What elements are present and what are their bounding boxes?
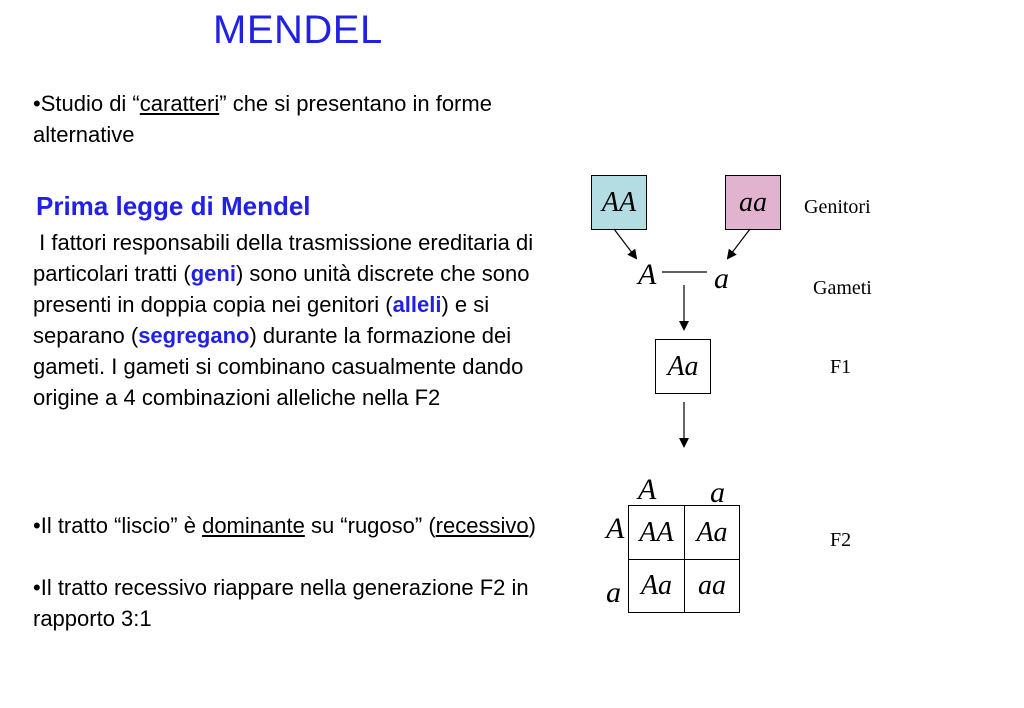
intro-bullet-mark: • <box>33 91 41 116</box>
b1-mid: su “rugoso” ( <box>304 513 436 538</box>
parent-aa-dominant-box: AA <box>591 175 647 230</box>
b1-pre: •Il tratto “liscio” è <box>33 513 203 538</box>
label-f2: F2 <box>830 529 852 551</box>
label-gameti: Gameti <box>813 277 872 299</box>
punnett-cell: AA <box>639 516 674 548</box>
punnett-col-header-dominant: A <box>638 473 657 506</box>
gamete-recessive: a <box>714 262 729 295</box>
label-f1: F1 <box>830 356 852 378</box>
term-recessivo: recessivo <box>435 513 529 538</box>
parent-aa-recessive-box: aa <box>725 175 781 230</box>
punnett-square <box>628 505 740 613</box>
law-text-4: ) durante la formazione dei gameti. I gameti si combinano casualmente dando origine a 4 combinazioni alleliche nella F2 <box>33 323 524 410</box>
punnett-col-header-recessive: a <box>710 476 725 509</box>
page-title: MENDEL <box>213 8 383 52</box>
term-caratteri: caratteri <box>139 91 220 116</box>
punnett-cell: aa <box>698 570 726 601</box>
arrow-parent-left <box>614 229 636 258</box>
punnett-row-header-dominant: A <box>606 512 625 545</box>
law-heading: Prima legge di Mendel <box>36 191 311 221</box>
punnett-cell: Aa <box>696 516 728 548</box>
label-genitori: Genitori <box>804 196 871 218</box>
intro-text-post: ” che si presentano in forme alternative <box>33 91 492 147</box>
term-dominante: dominante <box>202 513 305 538</box>
punnett-cell: Aa <box>640 570 673 601</box>
law-text-3: ) e si separano ( <box>33 292 490 348</box>
term-geni: geni <box>190 261 236 286</box>
term-segregano: segregano <box>138 323 250 348</box>
punnett-row-header-recessive: a <box>606 576 621 609</box>
gamete-dominant: A <box>638 258 657 291</box>
law-text-2: ) sono unità discrete che sono presenti in doppia copia nei genitori ( <box>33 261 530 317</box>
f1-box: Aa <box>655 339 711 394</box>
bullet-ratio: •Il tratto recessivo riappare nella generazione F2 in rapporto 3:1 <box>33 575 529 631</box>
law-text-1: I fattori responsabili della trasmissione ereditaria di particolari tratti ( <box>33 230 534 286</box>
b1-end: ) <box>528 513 536 538</box>
term-alleli: alleli <box>392 292 442 317</box>
arrow-parent-right <box>728 229 750 258</box>
intro-text-pre: Studio di “ <box>40 91 140 116</box>
